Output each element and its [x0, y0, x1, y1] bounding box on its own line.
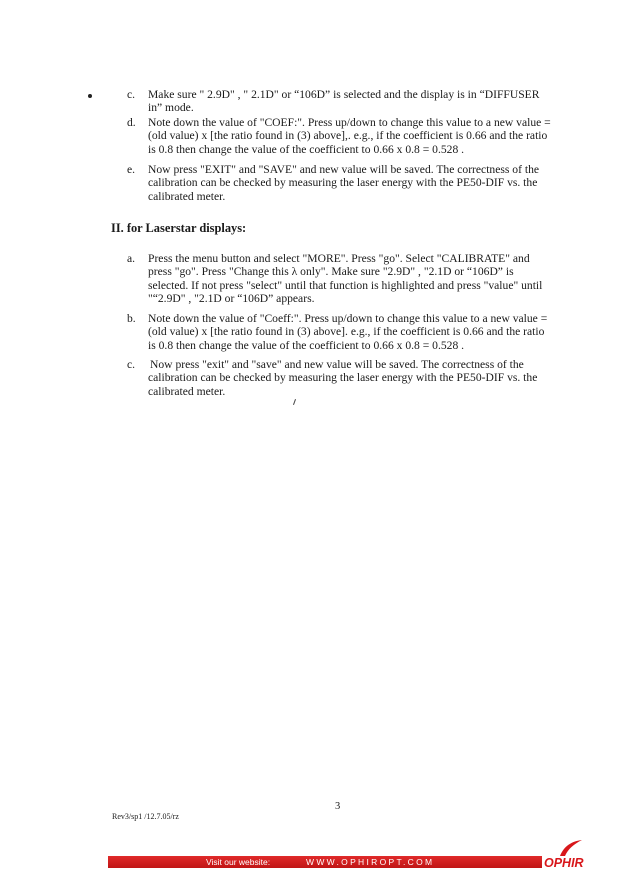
item-line: "“2.9D" , "2.1D or “106D” appears. [148, 292, 315, 306]
item-label: a. [127, 252, 136, 265]
item-line: Press the menu button and select "MORE". Press "go". Select "CALIBRATE" and [148, 252, 530, 265]
item-label: d. [127, 116, 136, 129]
item-line: Now press "exit" and "save" and new value will be saved. The correctness of the [150, 358, 524, 371]
footer-website-bar [108, 856, 542, 868]
item-line: (old value) x [the ratio found in (3) above]. e.g., if the coefficient is 0.66 and the ratio [148, 325, 545, 339]
item-line: Note down the value of "COEF:". Press up/down to change this value to a new value = [148, 116, 551, 129]
revision-code: Rev3/sp1 /12.7.05/rz [112, 812, 179, 821]
item-text [148, 88, 588, 115]
item-text [150, 358, 590, 398]
item-line: calibrated meter. [148, 384, 226, 398]
item-text [148, 312, 588, 352]
item-text [148, 116, 588, 156]
item-line: selected. If not press "select" until that function is highlighted and press "value" until [148, 278, 543, 292]
item-line: is 0.8 then change the value of the coefficient to 0.66 x 0.8 = 0.528 . [148, 142, 465, 156]
item-text [148, 163, 588, 203]
item-label: c. [127, 88, 136, 101]
footer-visit-label: Visit our website: [206, 857, 271, 867]
item-line: (old value) x [the ratio found in (3) above],. e.g., if the coefficient is 0.66 and the ratio [148, 129, 548, 143]
ophir-logo [544, 838, 598, 874]
item-line: calibrated meter. [148, 189, 226, 203]
section-heading-laserstar: II. for Laserstar displays: [111, 221, 247, 235]
item-line: is 0.8 then change the value of the coefficient to 0.66 x 0.8 = 0.528 . [148, 338, 465, 352]
logo-text: OPHIR [544, 856, 584, 870]
item-line: calibration can be checked by measuring the laser energy with the PE50-DIF vs. the [148, 176, 538, 190]
item-line: press "go". Press "Change this λ only". Make sure "2.9D" , "2.1D or “106D” is [148, 265, 514, 279]
footer-website-link[interactable]: WWW.OPHIROPT.COM [306, 857, 435, 867]
item-label: c. [127, 358, 136, 371]
item-line: Note down the value of "Coeff:". Press up/down to change this value to a new value = [148, 312, 548, 325]
scan-dot-mark [88, 94, 92, 98]
item-line: Now press "EXIT" and "SAVE" and new value will be saved. The correctness of the [148, 163, 540, 176]
logo-swoosh-icon [556, 838, 586, 858]
item-label: e. [127, 163, 136, 176]
item-label: b. [127, 312, 136, 325]
item-line: Make sure " 2.9D" , " 2.1D" or “106D” is selected and the display is in “DIFFUSER [148, 88, 540, 101]
item-line: in” mode. [148, 101, 194, 115]
page-number: 3 [335, 801, 341, 812]
stray-pen-mark [293, 399, 296, 405]
item-line: calibration can be checked by measuring the laser energy with the PE50-DIF vs. the [148, 371, 538, 385]
item-text [148, 252, 588, 306]
